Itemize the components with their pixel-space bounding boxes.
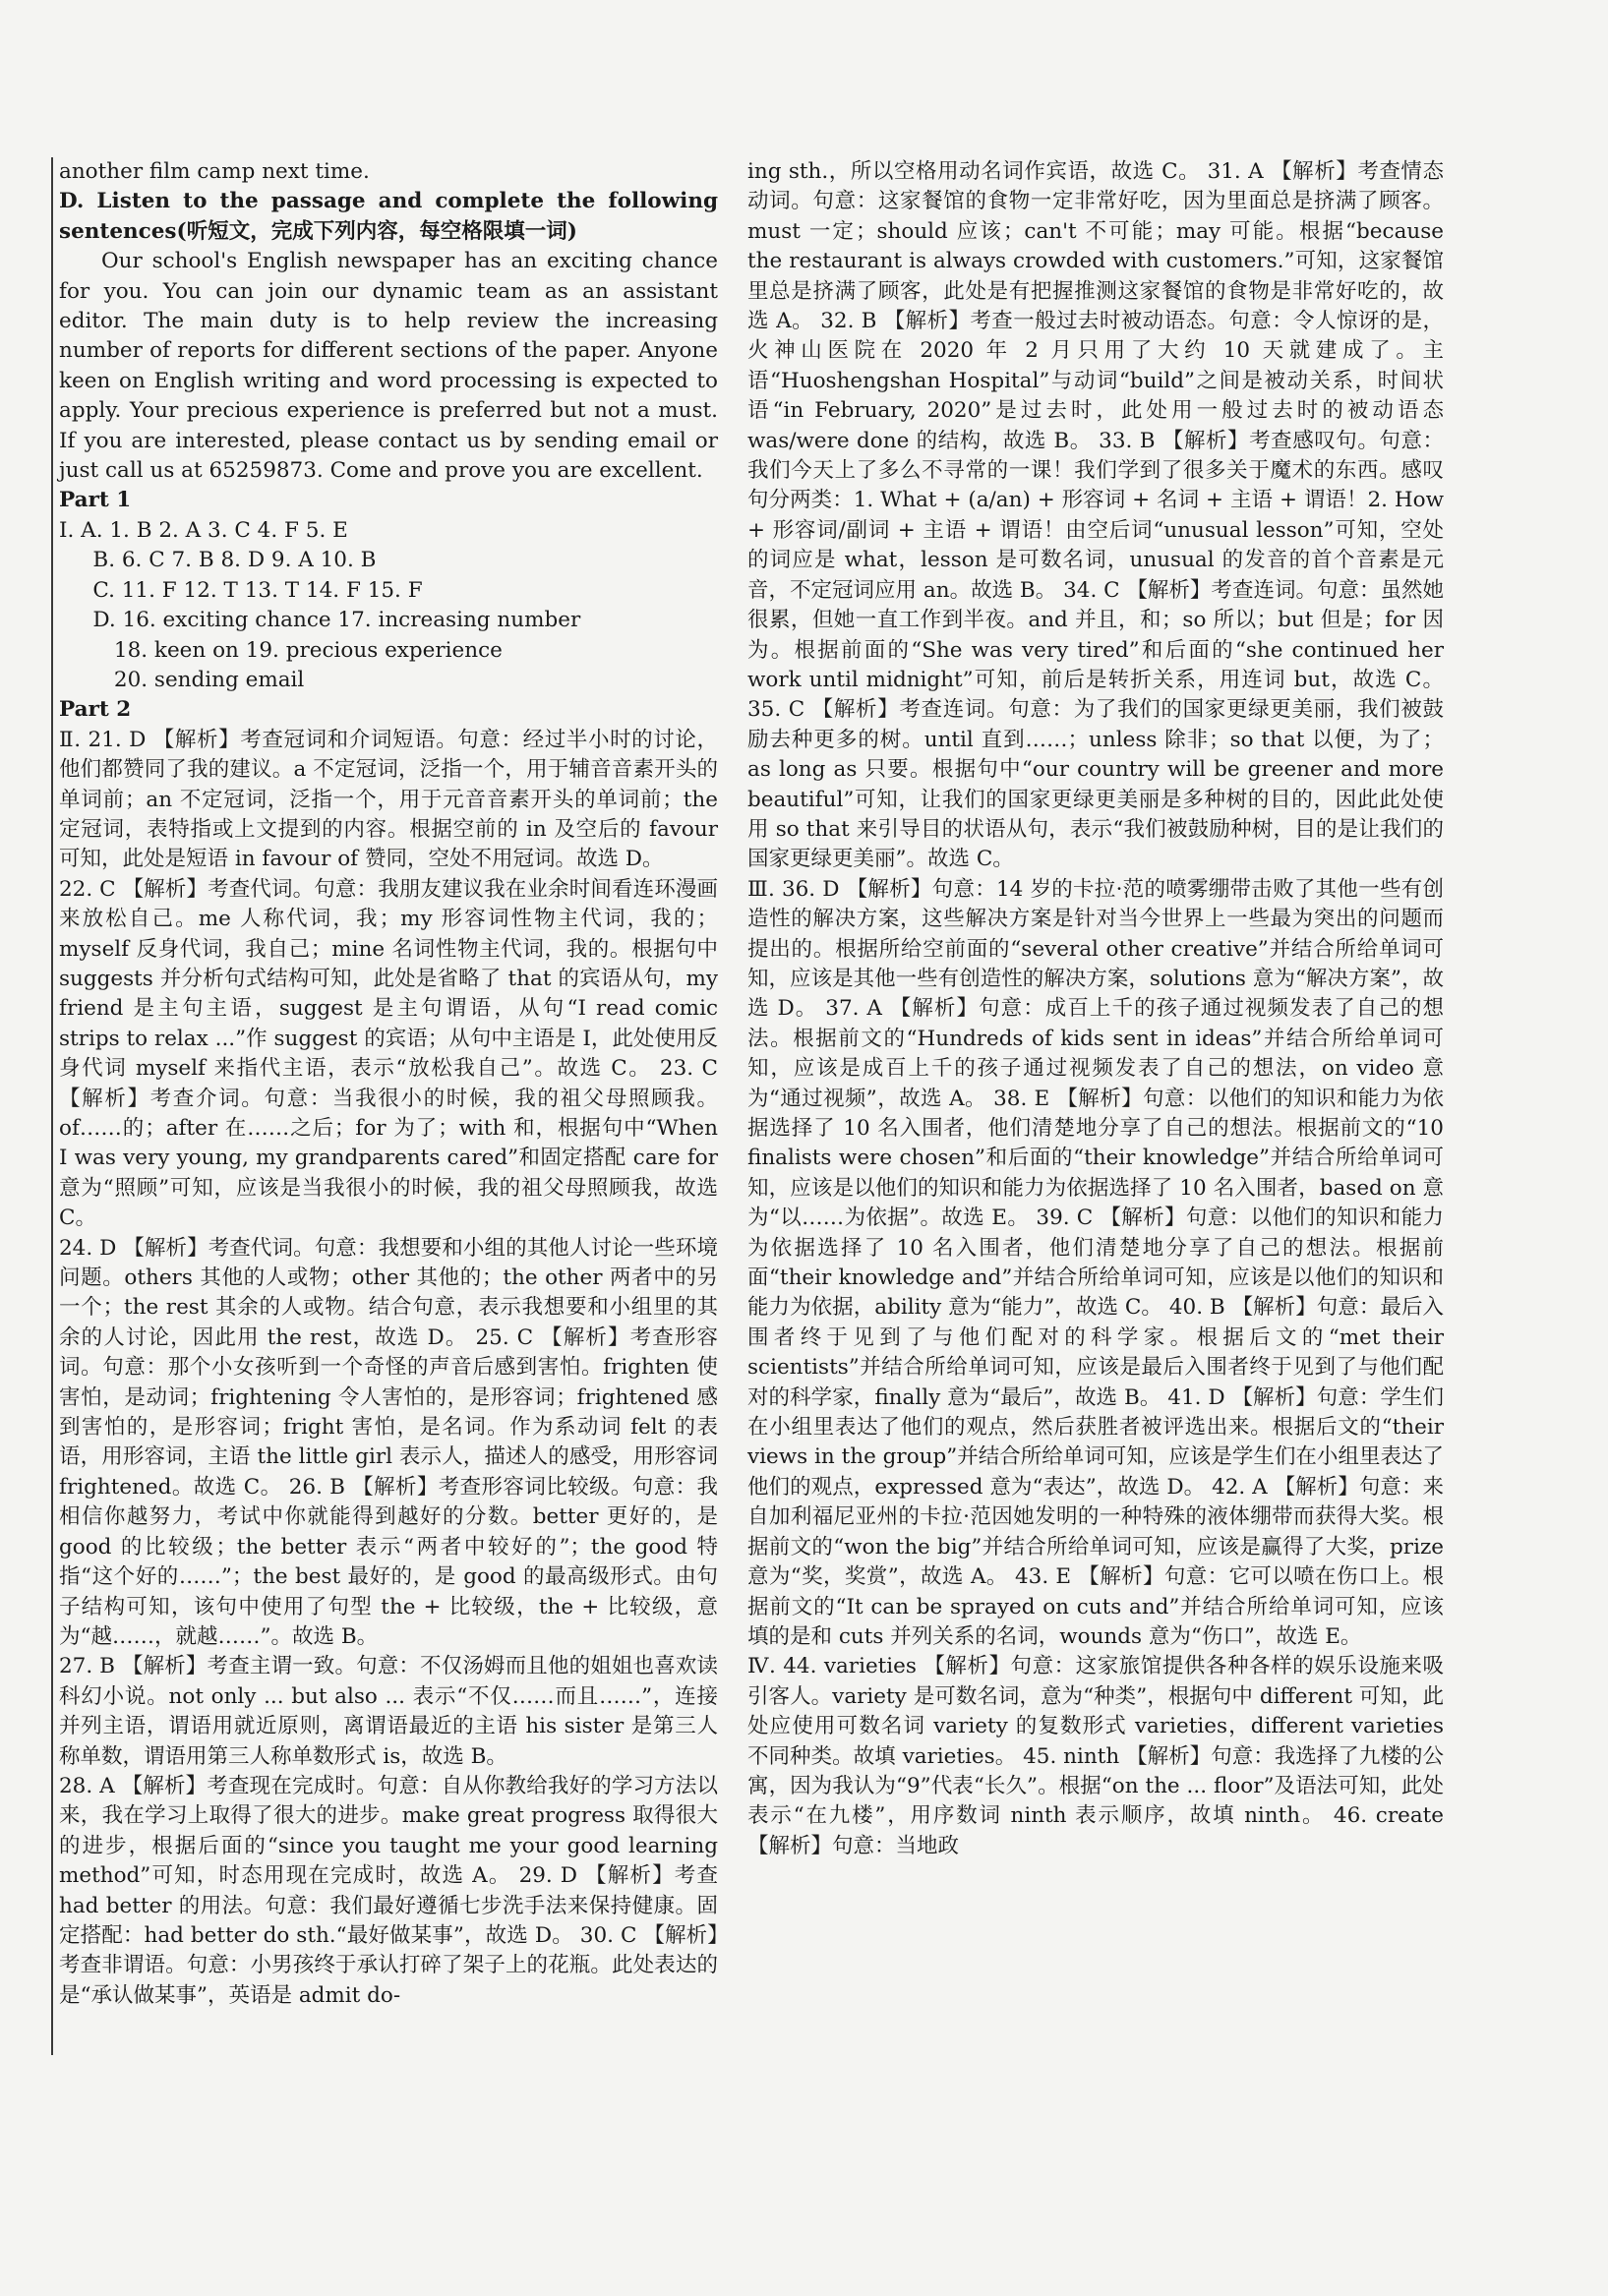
explanation-44-46: Ⅳ. 44. varieties 【解析】句意：这家旅馆提供各种各样的娱乐设施来吸引客人。variety 是可数名词，意为“种类”，根据句中 different 可知，此处应使用可数名词 variety 的复数形式 varieties，different varieties 不同种类。故填 varieties。 45. ninth 【解析】句意：我选择了九楼的公寓，因为我认为“9”代表“长久”。根据“on the ... floor”及语法可知，此处表示“在九楼”，用序数词 ninth 表示顺序，故填 ninth。 46. create 【解析】句意：当地政 — [747, 1654, 1444, 1858]
explanation-36-43: Ⅲ. 36. D 【解析】句意：14 岁的卡拉·范的喷雾绷带击败了其他一些有创造性的解决方案，这些解决方案是针对当今世界上一些最为突出的问题而提出的。根据所给空前面的“several other creative”并结合所给单词可知，应该是其他一些有创造性的解决方案，solutions 意为“解决方案”，故选 D。 37. A 【解析】句意：成百上千的孩子通过视频发表了自己的想法。根据前文的“Hundreds of kids sent in ideas”并结合所给单词可知，应该是成百上千的孩子通过视频发表了自己的想法，on video 意为“通过视频”，故选 A。 38. E 【解析】句意：以他们的知识和能力为依据选择了 10 名入围者，他们清楚地分享了自己的想法。根据前文的“10 finalists were chosen”和后面的“their knowledge”并结合所给单词可知，应该是以他们的知识和能力为依据选择了 10 名入围者，based on 意为“以……为依据”。故选 E。 39. C 【解析】句意：以他们的知识和能力为依据选择了 10 名入围者，他们清楚地分享了自己的想法。根据前面“their knowledge and”并结合所给单词可知，应该是以他们的知识和能力为依据，ability 意为“能力”，故选 C。 40. B 【解析】句意：最后入围者终于见到了与他们配对的科学家。根据后文的“met their scientists”并结合所给单词可知，应该是最后入围者终于见到了与他们配对的科学家，finally 意为“最后”，故选 B。 41. D 【解析】句意：学生们在小组里表达了他们的观点，然后获胜者被评选出来。根据后文的“their views in the group”并结合所给单词可知，应该是学生们在小组里表达了他们的观点，expressed 意为“表达”，故选 D。 42. A 【解析】句意：来自加利福尼亚州的卡拉·范因她发明的一种特殊的液体绷带而获得大奖。根据前文的“won the big”并结合所给单词可知，应该是赢得了大奖，prize 意为“奖，奖赏”，故选 A。 43. E 【解析】句意：它可以喷在伤口上。根据前文的“It can be sprayed on cuts and”并结合所给单词可知，应该填的是和 cuts 并列关系的名词，wounds 意为“伤口”，故选 E。 — [747, 876, 1444, 1649]
explanation-21: Ⅱ. 21. D 【解析】考查冠词和介词短语。句意：经过半小时的讨论，他们都赞同了我的建议。a 不定冠词，泛指一个，用于辅音音素开头的单词前；an 不定冠词，泛指一个，用于元音音素开头的单词前；the 定冠词，表特指或上文提到的内容。根据空前的 in 及空后的 favour 可知，此处是短语 in favour of 赞同，空处不用冠词。故选 D。 — [59, 727, 718, 872]
right-column — [747, 157, 1444, 1861]
part-2-heading: Part 2 — [59, 697, 132, 723]
answers-i-b: B. 6. C 7. B 8. D 9. A 10. B — [92, 548, 377, 573]
answers-i-c: C. 11. F 12. T 13. T 14. F 15. F — [92, 577, 423, 603]
left-column — [51, 157, 718, 2055]
listening-passage: Our school's English newspaper has an exciting chance for you. You can join our dynamic team as an assistant editor. The main duty is to help review the increasing number of reports for different sections of the paper. Anyone keen on English writing and word processing is expected to apply. Your precious experience is preferred but not a must. If you are interested, please contact us by sending email or just call us at 65259873. Come and prove you are excellent. — [59, 249, 718, 484]
answers-i-d3: 20. sending email — [113, 667, 305, 692]
answers-i-d2: 18. keen on 19. precious experience — [113, 637, 503, 663]
explanation-30-35: ing sth.，所以空格用动名词作宾语，故选 C。 31. A 【解析】考查情态动词。句意：这家餐馆的食物一定非常好吃，因为里面总是挤满了顾客。must 一定；should 应该；can't 不可能；may 可能。根据“because the restaurant is always crowded with customers.”可知，这家餐馆里总是挤满了顾客，此处是有把握推测这家餐馆的食物是非常好吃的，故选 A。 32. B 【解析】考查一般过去时被动语态。句意：令人惊讶的是，火神山医院在 2020 年 2 月只用了大约 10 天就建成了。主语“Huoshengshan Hospital”与动词“build”之间是被动关系，时间状语“in February, 2020”是过去时，此处用一般过去时的被动语态 was/were done 的结构，故选 B。 33. B 【解析】考查感叹句。句意：我们今天上了多么不寻常的一课！我们学到了很多关于魔术的东西。感叹句分两类：1. What + (a/an) + 形容词 + 名词 + 主语 + 谓语！2. How + 形容词/副词 + 主语 + 谓语！由空后词“unusual lesson”可知，空处的词应是 what，lesson 是可数名词，unusual 的发音的首个音素是元音，不定冠词应用 an。故选 B。 34. C 【解析】考查连词。句意：虽然她很累，但她一直工作到半夜。and 并且，和；so 所以；but 但是；for 因为。根据前面的“She was very tired”和后面的“she continued her work until midnight”可知，前后是转折关系，用连词 but，故选 C。 35. C 【解析】考查连词。句意：为了我们的国家更绿更美丽，我们被鼓励去种更多的树。until 直到……；unless 除非；so that 以便，为了；as long as 只要。根据句中“our country will be greener and more beautiful”可知，让我们的国家更绿更美丽是多种树的目的，因此此处使用 so that 来引导目的状语从句，表示“我们被鼓励种树，目的是让我们的国家更绿更美丽”。故选 C。 — [747, 159, 1444, 872]
part-1-heading: Part 1 — [59, 488, 132, 513]
answers-i-a: Ⅰ. A. 1. B 2. A 3. C 4. F 5. E — [59, 517, 348, 543]
explanation-24-26: 24. D 【解析】考查代词。句意：我想要和小组的其他人讨论一些环境问题。others 其他的人或物；other 其他的；the other 两者中的另一个；the rest 其余的人或物。结合句意，表示我想要和小组里的其余的人讨论，因此用 the rest，故选 D。 25. C 【解析】考查形容词。句意：那个小女孩听到一个奇怪的声音后感到害怕。frighten 使害怕，是动词；frightening 令人害怕的，是形容词；frightened 感到害怕的，是形容词；fright 害怕，是名词。作为系动词 felt 的表语，用形容词，主语 the little girl 表示人，描述人的感受，用形容词 frightened。故选 C。 26. B 【解析】考查形容词比较级。句意：我相信你越努力，考试中你就能得到越好的分数。better 更好的，是 good 的比较级；the better 表示“两者中较好的”；the good 特指“这个好的……”；the best 最好的，是 good 的最高级形式。由句子结构可知，该句中使用了句型 the + 比较级，the + 比较级，意为“越……，就越……”。故选 B。 — [59, 1235, 718, 1649]
explanation-28-30: 28. A 【解析】考查现在完成时。句意：自从你教给我好的学习方法以来，我在学习上取得了很大的进步。make great progress 取得很大的进步，根据后面的“since you taught me your good learning method”可知，时态用现在完成时，故选 A。 29. D 【解析】考查 had better 的用法。句意：我们最好遵循七步洗手法来保持健康。固定搭配：had better do sth.“最好做某事”，故选 D。 30. C 【解析】考查非谓语。句意：小男孩终于承认打碎了架子上的花瓶。此处表达的是“承认做某事”，英语是 admit do- — [59, 1773, 718, 2008]
passage-line: another film camp next time. — [59, 159, 370, 184]
explanation-27: 27. B 【解析】考查主谓一致。句意：不仅汤姆而且他的姐姐也喜欢读科幻小说。not only ... but also ... 表示“不仅……而且……”，连接并列主语，谓语用就近原则，离谓语最近的主语 his sister 是第三人称单数，谓语用第三人称单数形式 is，故选 B。 — [59, 1654, 718, 1769]
answers-i-d: D. 16. exciting chance 17. increasing number — [92, 608, 581, 633]
section-d-heading: D. Listen to the passage and complete the following sentences(听短文，完成下列内容，每空格限填一词) — [59, 189, 718, 244]
explanation-22-23: 22. C 【解析】考查代词。句意：我朋友建议我在业余时间看连环漫画来放松自己。me 人称代词，我；my 形容词性物主代词，我的；myself 反身代词，我自己；mine 名词性物主代词，我的。根据句中 suggests 并分析句式结构可知，此处是省略了 that 的宾语从句，my friend 是主句主语，suggest 是主句谓语，从句“I read comic strips to relax ...”作 suggest 的宾语；从句中主语是 I，此处使用反身代词 myself 来指代主语，表示“放松我自己”。故选 C。 23. C 【解析】考查介词。句意：当我很小的时候，我的祖父母照顾我。of……的；after 在……之后；for 为了；with 和，根据句中“When I was very young, my grandparents cared”和固定搭配 care for 意为“照顾”可知，应该是当我很小的时候，我的祖父母照顾我，故选 C。 — [59, 876, 718, 1231]
